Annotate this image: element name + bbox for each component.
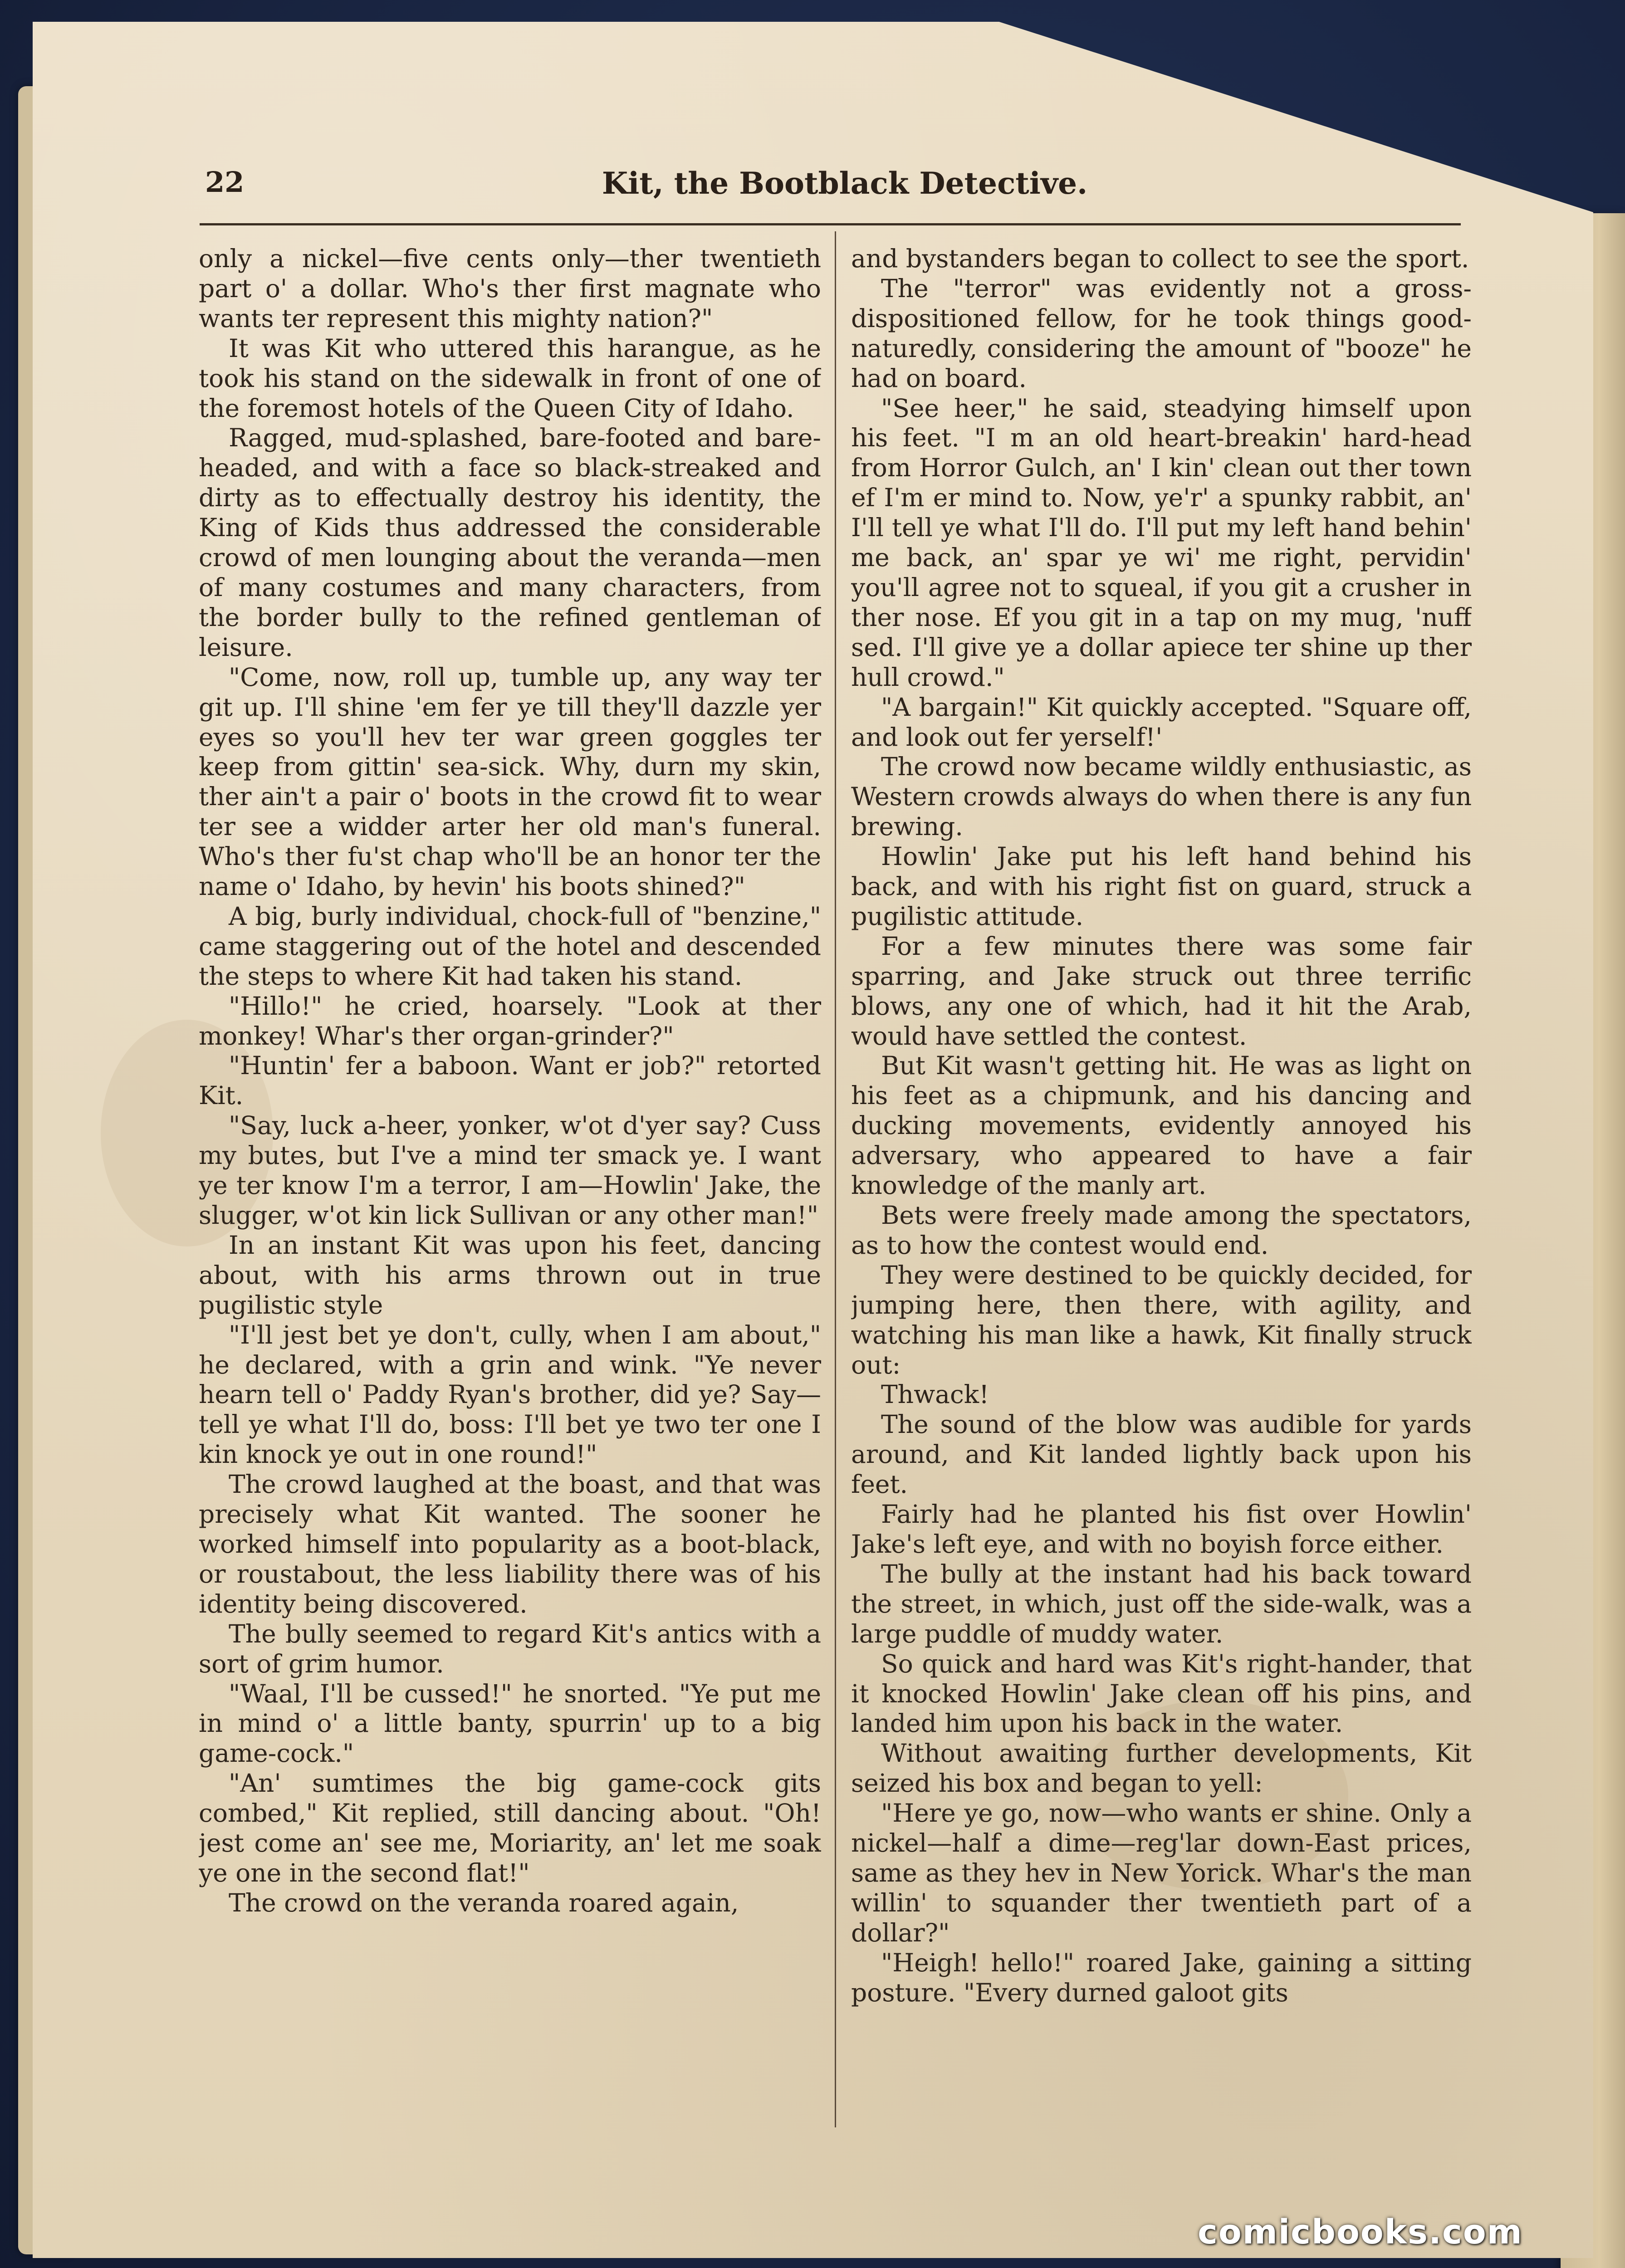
paragraph: For a few minutes there was some fair sparring, and Jake struck out three terrific blows, any one of which, had it hit the Arab, would have settled the contest. bbox=[851, 931, 1472, 1051]
paragraph: "Say, luck a-heer, yonker, w'ot d'yer say? Cuss my butes, but I've a mind ter smack ye. I want ye ter know I'm a terror, I am—Howlin' Jake, the slugger, w'ot kin lick Sullivan or any other man!" bbox=[199, 1111, 821, 1230]
paragraph: A big, burly individual, chock-full of "benzine," came staggering out of the hotel and descended the steps to where Kit had taken his stand. bbox=[199, 901, 821, 991]
paragraph: Ragged, mud-splashed, bare-footed and bare-headed, and with a face so black-streaked and dirty as to effectually destroy his identity, the King of Kids thus addressed the considerable crowd of men lounging about the veranda—men of many costumes and many characters, from the border bully to the refined gentleman of leisure. bbox=[199, 423, 821, 662]
paragraph: "A bargain!" Kit quickly accepted. "Square off, and look out fer yerself!' bbox=[851, 692, 1472, 752]
paragraph: The crowd on the veranda roared again, bbox=[229, 1888, 739, 1917]
paragraph: Thwack! bbox=[881, 1380, 989, 1409]
paragraph: The bully seemed to regard Kit's antics with a sort of grim humor. bbox=[199, 1619, 821, 1678]
paragraph: "See heer," he said, steadying himself upon his feet. "I m an old heart-breakin' hard-head from Horror Gulch, an' I kin' clean out ther town ef I'm er mind to. Now, ye'r' a spunky rabbit, an' I'll tell ye what I'll do. I'll put my left hand behin' me back, an' spar ye wi' me right, pervidin' you'll agree not to squeal, if you git a crusher in ther nose. Ef you git in a tap on my mug, 'nuff sed. I'll give ye a dollar apiece ter shine up ther hull crowd." bbox=[851, 393, 1472, 692]
left-column bbox=[199, 244, 821, 2145]
paragraph: But Kit wasn't getting hit. He was as light on his feet as a chipmunk, and his dancing and ducking movements, evidently annoyed his adversary, who appeared to have a fair knowledge of the manly art. bbox=[851, 1051, 1472, 1200]
page-number: 22 bbox=[205, 166, 245, 199]
paragraph: Fairly had he planted his fist over Howlin' Jake's left eye, and with no boyish force either. bbox=[851, 1500, 1472, 1559]
paragraph: "Here ye go, now—who wants er shine. Only a nickel—half a dime—reg'lar down-East prices, same as they hev in New Yorick. Whar's the man willin' to squander ther twentieth part of a dollar?" bbox=[851, 1799, 1472, 1947]
header-rule bbox=[200, 223, 1461, 225]
paragraph: "Waal, I'll be cussed!" he snorted. "Ye put me in mind o' a little banty, spurrin' up to a big game-cock." bbox=[199, 1679, 821, 1768]
paragraph: So quick and hard was Kit's right-hander, that it knocked Howlin' Jake clean off his pins, and landed him upon his back in the water. bbox=[851, 1649, 1472, 1738]
paragraph: The "terror" was evidently not a gross-dispositioned fellow, for he took things good-naturedly, considering the amount of "booze" he had on board. bbox=[851, 274, 1472, 393]
paragraph: "I'll jest bet ye don't, cully, when I am about," he declared, with a grin and wink. "Ye never hearn tell o' Paddy Ryan's brother, did ye? Say—tell ye what I'll do, boss: I'll bet ye two ter one I kin knock ye out in one round!" bbox=[199, 1320, 821, 1469]
paragraph: The sound of the blow was audible for yards around, and Kit landed lightly back upon his feet. bbox=[851, 1410, 1472, 1499]
paragraph: The crowd now became wildly enthusiastic, as Western crowds always do when there is any fun brewing. bbox=[851, 752, 1472, 841]
paragraph: "Come, now, roll up, tumble up, any way ter git up. I'll shine 'em fer ye till they'll dazzle yer eyes so you'll hev ter war green goggles ter keep from gittin' sea-sick. Why, durn my skin, ther ain't a pair o' boots in the crowd fit to wear ter see a widder arter her old man's funeral. Who's ther fu'st chap who'll be an honor ter the name o' Idaho, by hevin' his boots shined?" bbox=[199, 662, 821, 901]
watermark: comicbooks.com bbox=[1198, 2213, 1523, 2252]
paragraph: It was Kit who uttered this harangue, as he took his stand on the sidewalk in front of one of the foremost hotels of the Queen City of Idaho. bbox=[199, 333, 821, 423]
paragraph: The bully at the instant had his back toward the street, in which, just off the side-walk, was a large puddle of muddy water. bbox=[851, 1559, 1472, 1648]
paragraph: and bystanders began to collect to see the sport. bbox=[851, 244, 1469, 273]
paragraph: "Heigh! hello!" roared Jake, gaining a sitting posture. "Every durned galoot gits bbox=[851, 1948, 1472, 2007]
paragraph: "Huntin' fer a baboon. Want er job?" retorted Kit. bbox=[199, 1051, 821, 1110]
paragraph: In an instant Kit was upon his feet, dancing about, with his arms thrown out in true pugilistic style bbox=[199, 1230, 821, 1320]
paragraph: Bets were freely made among the spectators, as to how the contest would end. bbox=[851, 1201, 1472, 1260]
paragraph: They were destined to be quickly decided, for jumping here, then there, with agility, and watching his man like a hawk, Kit finally struck out: bbox=[851, 1260, 1472, 1379]
right-column bbox=[851, 244, 1472, 2145]
page-header bbox=[169, 161, 1521, 211]
paragraph: Howlin' Jake put his left hand behind his back, and with his right fist on guard, struck a pugilistic attitude. bbox=[851, 842, 1472, 931]
paragraph: only a nickel—five cents only—ther twentieth part o' a dollar. Who's ther first magnate who wants ter represent this mighty nation?" bbox=[199, 244, 821, 333]
paragraph: The crowd laughed at the boast, and that was precisely what Kit wanted. The sooner he worked himself into popularity as a boot-black, or roustabout, the less liability there was of his identity being discovered. bbox=[199, 1470, 821, 1618]
paragraph: Without awaiting further developments, Kit seized his box and began to yell: bbox=[851, 1739, 1472, 1798]
paragraph: "Hillo!" he cried, hoarsely. "Look at ther monkey! Whar's ther organ-grinder?" bbox=[199, 991, 821, 1051]
column-divider bbox=[835, 231, 836, 2127]
running-title: Kit, the Bootblack Detective. bbox=[602, 166, 1088, 201]
paragraph: "An' sumtimes the big game-cock gits combed," Kit replied, still dancing about. "Oh! jest come an' see me, Moriarity, an' let me soak ye one in the second flat!" bbox=[199, 1769, 821, 1887]
